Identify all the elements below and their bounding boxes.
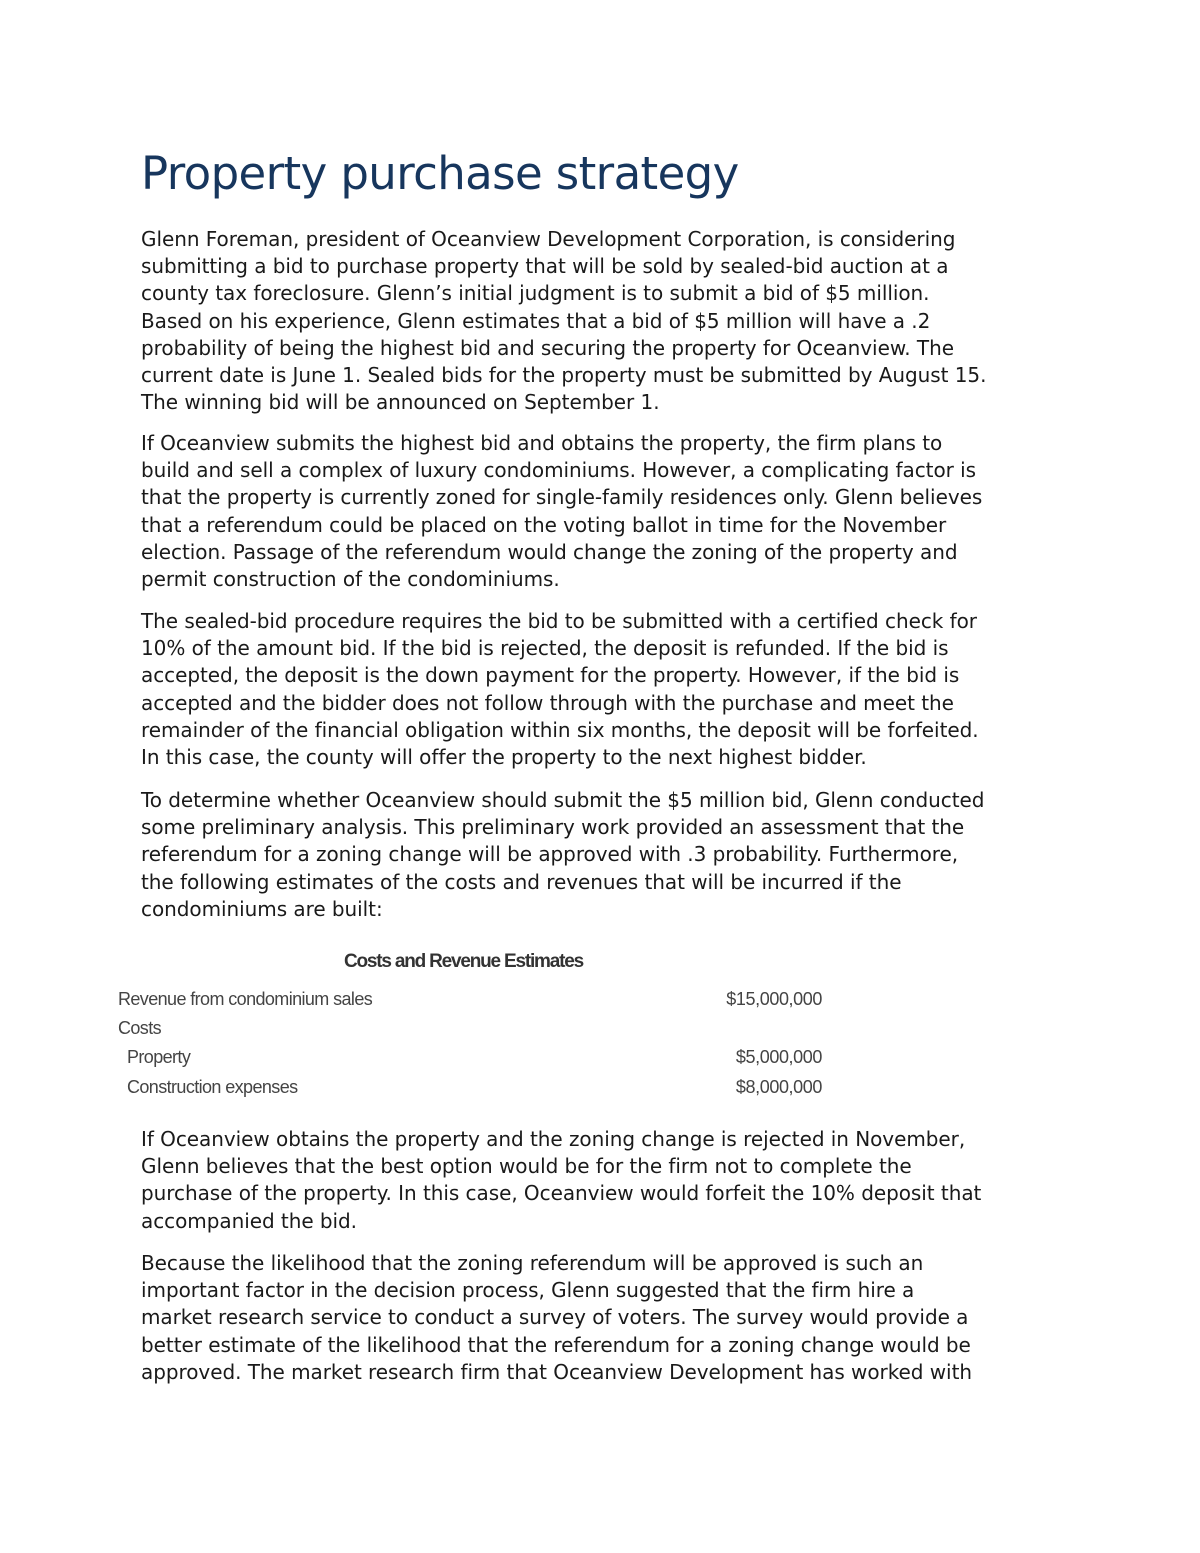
paragraph-sealed-bid-procedure: The sealed-bid procedure requires the bid to be submitted with a certified check for 10% of the amount bid. If the bid is rejected, the deposit is refunded. If the bid is accepted, the deposit is the down payment for the property. However, if the bid is accepted and the bidder does not follow through with the purchase and meet the remainder of the financial obligation within six months, the deposit will be forfeited. In this case, the county will offer the property to the next highest bidder. [141, 609, 979, 770]
table-row-value: $15,000,000 [726, 989, 822, 1009]
table-row-value: $8,000,000 [735, 1077, 822, 1097]
table-row-value: $5,000,000 [735, 1047, 822, 1067]
table-row-label: Revenue from condominium sales [118, 989, 373, 1009]
paragraph-zoning-rejected: If Oceanview obtains the property and the zoning change is rejected in November, Glenn believes that the best option would be for the firm not to complete the purchase of the property. In this case, Oceanview would forfeit the 10% deposit that accompanied the bid. [141, 1127, 982, 1233]
paragraph-preliminary-analysis: To determine whether Oceanview should submit the $5 million bid, Glenn conducted some preliminary analysis. This preliminary work provided an assessment that the referendum for a zoning change will be approved with .3 probability. Furthermore, the following estimates of the costs and revenues that will be incurred if the condominiums are built: [141, 788, 985, 921]
paragraph-zoning: If Oceanview submits the highest bid and obtains the property, the firm plans to build and sell a complex of luxury condominiums. However, a complicating factor is that the property is currently zoned for single-family residences only. Glenn believes that a referendum could be placed on the voting ballot in time for the November election. Passage of the referendum would change the zoning of the property and permit construction of the condominiums. [141, 431, 983, 592]
table-caption: Costs and Revenue Estimates [344, 951, 583, 972]
table-row-label: Costs [118, 1018, 162, 1038]
document-title: Property purchase strategy [141, 147, 739, 200]
paragraph-bid-intro: Glenn Foreman, president of Oceanview Development Corporation, is considering submitting a bid to purchase property that will be sold by sealed-bid auction at a county tax foreclosure. Glenn’s initial judgment is to submit a bid of $5 million. Based on his experience, Glenn estimates that a bid of $5 million will have a .2 probability of being the highest bid and securing the property for Oceanview. The current date is June 1. Sealed bids for the property must be submitted by August 15. The winning bid will be announced on September 1. [141, 227, 987, 415]
paragraph-market-research: Because the likelihood that the zoning referendum will be approved is such an important factor in the decision process, Glenn suggested that the firm hire a market research service to conduct a survey of voters. The survey would provide a better estimate of the likelihood that the referendum for a zoning change would be approved. The market research firm that Oceanview Development has worked with [141, 1251, 972, 1384]
table-row-label: Construction expenses [127, 1077, 298, 1097]
table-row-label: Property [127, 1047, 191, 1067]
